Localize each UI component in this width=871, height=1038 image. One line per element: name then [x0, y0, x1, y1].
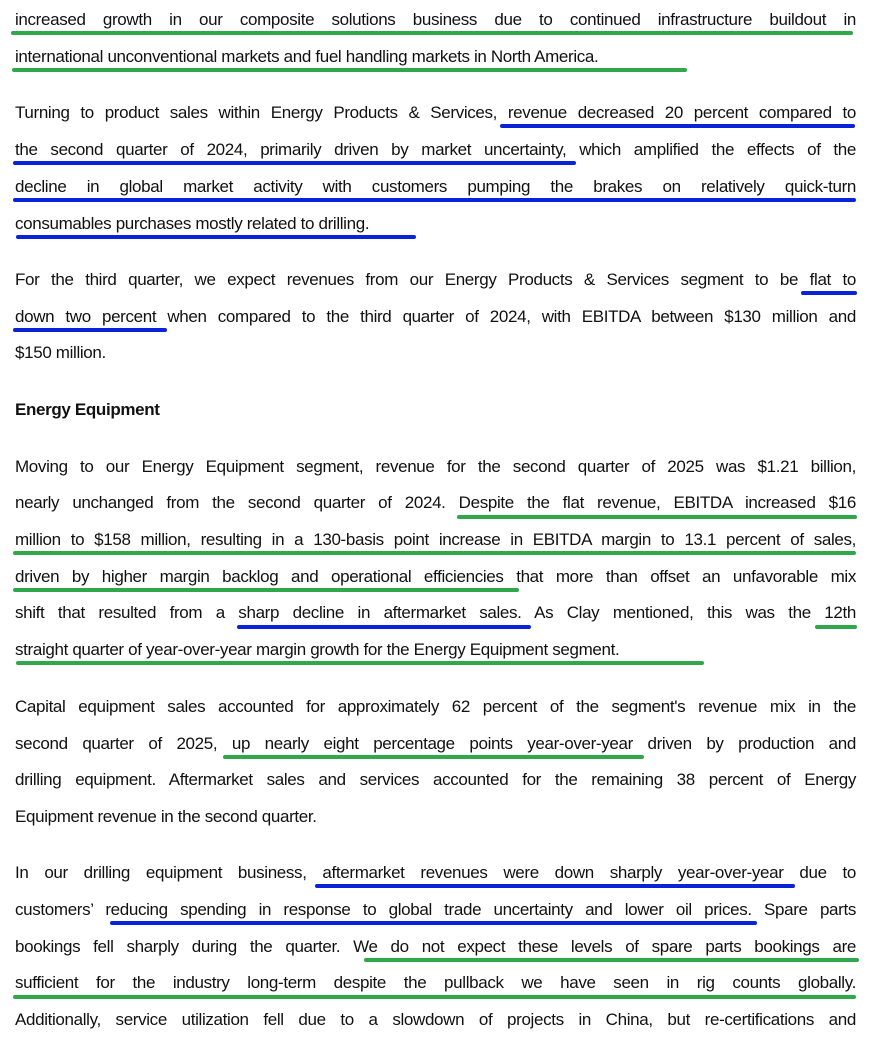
- text-line: Turning to product sales within Energy Products & Services, revenue decreased 20 percent compared to: [15, 103, 856, 122]
- text-line: In our drilling equipment business, aftermarket revenues were down sharply year-over-year due to: [15, 863, 856, 882]
- green-underline: [13, 551, 856, 555]
- text-line: Equipment revenue in the second quarter.: [15, 807, 317, 826]
- text-line: Capital equipment sales accounted for approximately 62 percent of the segment's revenue mix in the: [15, 697, 856, 716]
- blue-underline: [16, 235, 416, 239]
- text-line: straight quarter of year-over-year margin growth for the Energy Equipment segment.: [15, 640, 620, 659]
- text-line: second quarter of 2025, up nearly eight percentage points year-over-year driven by production and: [15, 734, 856, 753]
- green-underline: [457, 515, 857, 519]
- text-line: customers’ reducing spending in response to global trade uncertainty and lower oil prices. Spare parts: [15, 900, 856, 919]
- green-underline: [16, 661, 704, 665]
- text-line: down two percent when compared to the third quarter of 2024, with EBITDA between $130 million and: [15, 307, 856, 326]
- text-line: the second quarter of 2024, primarily driven by market uncertainty, which amplified the effects of the: [15, 140, 856, 159]
- blue-underline: [13, 161, 576, 165]
- text-line: Additionally, service utilization fell due to a slowdown of projects in China, but re-certifications and: [15, 1010, 856, 1029]
- blue-underline: [237, 625, 531, 629]
- text-line: consumables purchases mostly related to drilling.: [15, 214, 370, 233]
- text-line: bookings fell sharply during the quarter. We do not expect these levels of spare parts bookings are: [15, 937, 856, 956]
- section-heading: Energy Equipment: [15, 400, 160, 419]
- text-line: For the third quarter, we expect revenues from our Energy Products & Services segment to be flat to: [15, 270, 856, 289]
- text-line: drilling equipment. Aftermarket sales and services accounted for the remaining 38 percent of Energy: [15, 770, 856, 789]
- text-line: international unconventional markets and fuel handling markets in North America.: [15, 47, 599, 66]
- text-line: nearly unchanged from the second quarter of 2024. Despite the flat revenue, EBITDA increased $16: [15, 493, 856, 512]
- blue-underline: [500, 124, 855, 128]
- text-line: $150 million.: [15, 343, 106, 362]
- blue-underline: [315, 884, 795, 888]
- green-underline: [12, 68, 687, 72]
- text-line: shift that resulted from a sharp decline in aftermarket sales. As Clay mentioned, this was the 12th: [15, 603, 856, 622]
- green-underline: [13, 995, 856, 999]
- green-underline: [364, 958, 859, 962]
- text-line: million to $158 million, resulting in a 130-basis point increase in EBITDA margin to 13.1 percent of sales,: [15, 530, 856, 549]
- green-underline: [13, 588, 519, 592]
- blue-underline: [110, 921, 757, 925]
- text-line: Moving to our Energy Equipment segment, revenue for the second quarter of 2025 was $1.21 billion,: [15, 457, 856, 476]
- text-line: sufficient for the industry long-term despite the pullback we have seen in rig counts globally.: [15, 973, 856, 992]
- green-underline: [11, 31, 853, 35]
- green-underline: [815, 625, 857, 629]
- blue-underline: [13, 198, 856, 202]
- text-line: increased growth in our composite solutions business due to continued infrastructure buildout in: [15, 10, 856, 29]
- blue-underline: [13, 328, 167, 332]
- green-underline: [223, 755, 644, 759]
- text-line: decline in global market activity with customers pumping the brakes on relatively quick-turn: [15, 177, 856, 196]
- blue-underline: [801, 291, 857, 295]
- text-line: driven by higher margin backlog and operational efficiencies that more than offset an unfavorable mix: [15, 567, 856, 586]
